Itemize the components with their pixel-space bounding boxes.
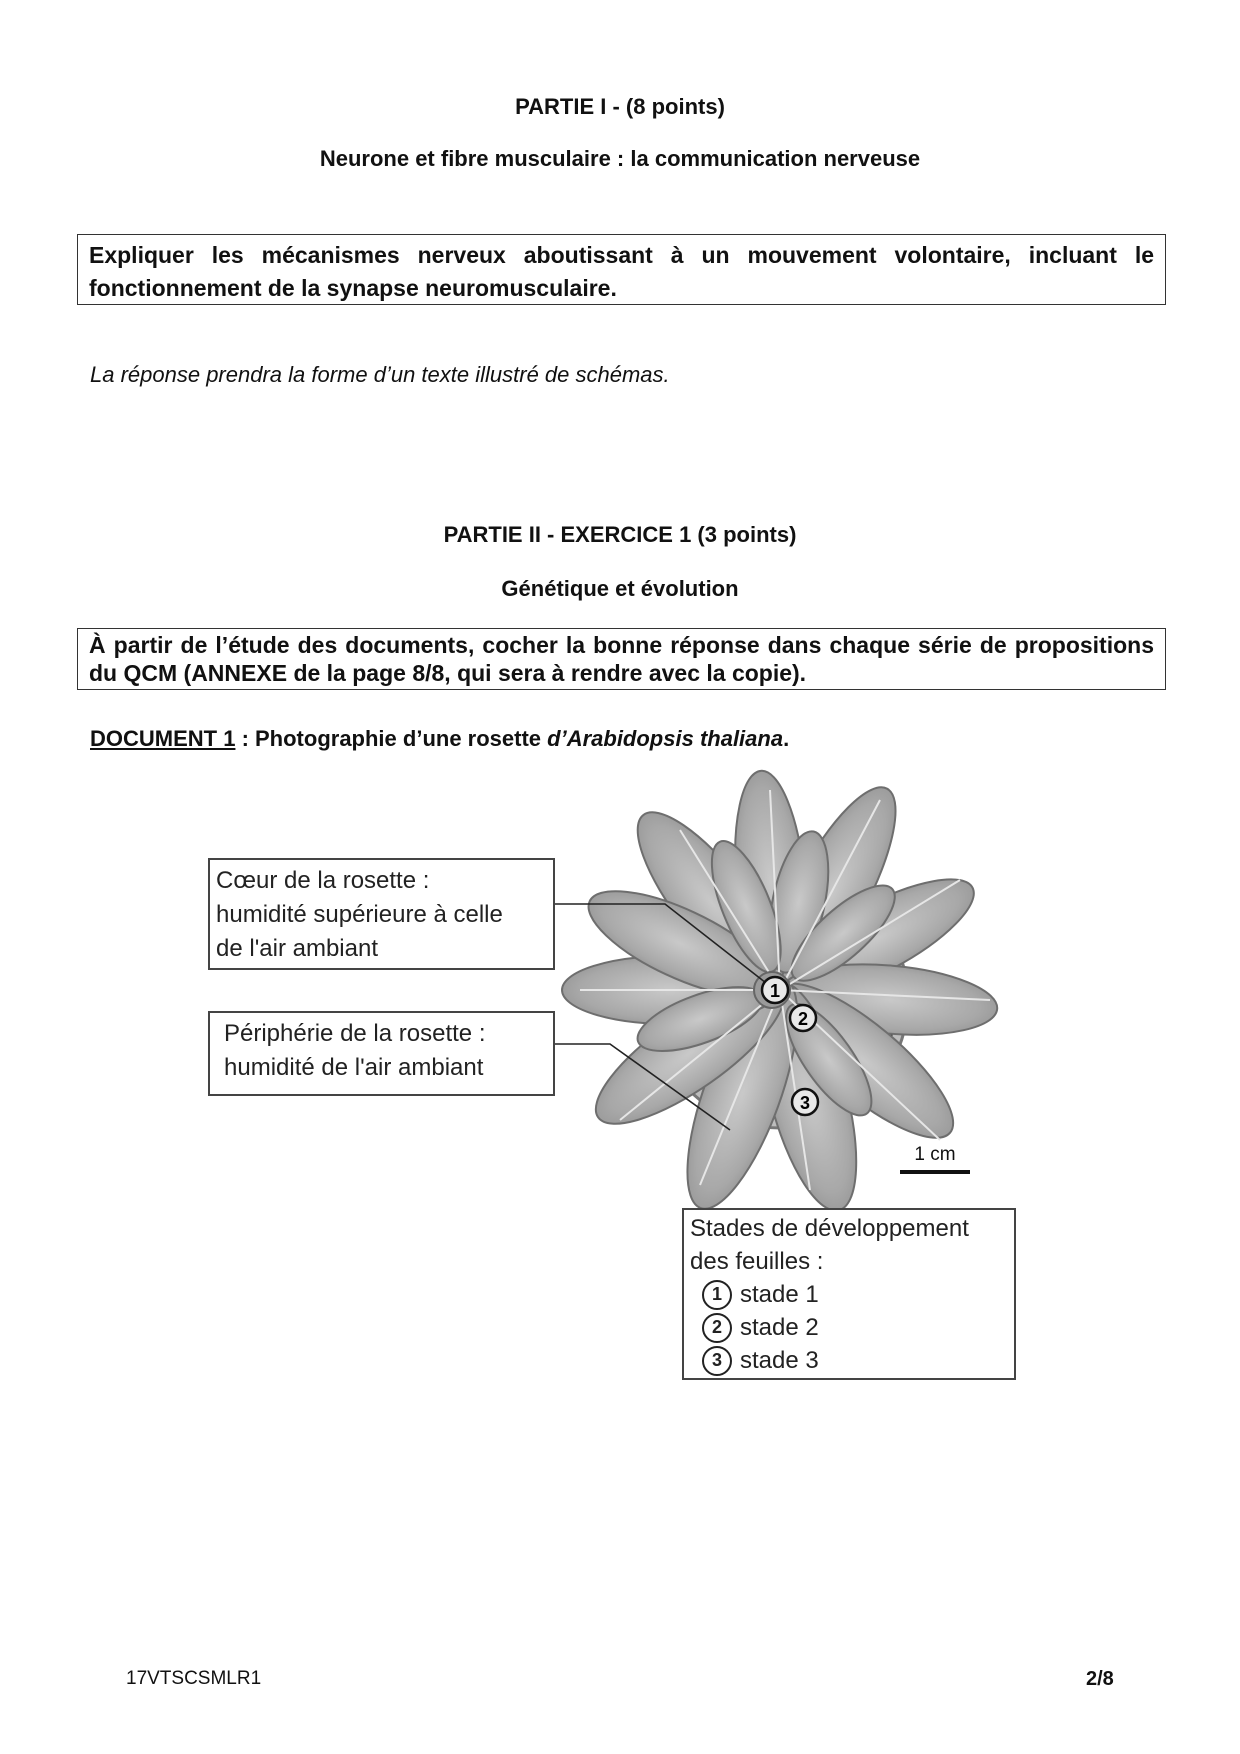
legend-item-1 <box>702 1278 1008 1311</box>
partie1-task: Expliquer les mécanismes nerveux aboutissant à un mouvement volontaire, incluant le fonctionnement de la synapse neuromusculaire. <box>89 242 1154 301</box>
marker-3 <box>792 1089 818 1115</box>
legend-title-line-1: Stades de développement <box>690 1215 969 1242</box>
partie1-instruction: La réponse prendra la forme d’un texte illustré de schémas. <box>90 362 670 387</box>
legend-title-line-2: des feuilles : <box>690 1248 824 1275</box>
partie2-task: À partir de l’étude des documents, cocher la bonne réponse dans chaque série de propositions du QCM (ANNEXE de la page 8/8, qui sera à rendre avec la copie). <box>89 632 1154 686</box>
footer-code: 17VTSCSMLR1 <box>126 1668 262 1689</box>
legend-item-1-label: stade 1 <box>740 1281 819 1308</box>
legend-item-2-num: 2 <box>702 1313 732 1343</box>
callout-coeur-line-2: humidité supérieure à celle <box>216 901 503 928</box>
marker-2-label: 2 <box>797 1009 809 1029</box>
legend-item-2-label: stade 2 <box>740 1314 819 1341</box>
partie2-subtitle: Génétique et évolution <box>501 576 739 601</box>
callout-peripherie <box>208 1011 555 1096</box>
document1-label: DOCUMENT 1 <box>90 726 236 751</box>
legend-item-3 <box>702 1344 1008 1377</box>
document1-title-sep: : Photographie d’une rosette <box>235 726 548 751</box>
callout-coeur-line-3: de l'air ambiant <box>216 935 378 962</box>
document1-title-end: . <box>783 726 790 751</box>
marker-3-label: 3 <box>799 1093 811 1113</box>
marker-1 <box>762 977 788 1003</box>
legend-item-3-num: 3 <box>702 1346 732 1376</box>
partie2-heading: PARTIE II - EXERCICE 1 (3 points) <box>443 522 797 547</box>
marker-2 <box>790 1005 816 1031</box>
partie1-subtitle: Neurone et fibre musculaire : la communication nerveuse <box>319 146 921 171</box>
legend-box <box>682 1208 1016 1380</box>
marker-1-label: 1 <box>769 981 781 1001</box>
callout-peripherie-line-2: humidité de l'air ambiant <box>224 1054 484 1081</box>
legend-item-2 <box>702 1311 1008 1344</box>
legend-item-3-label: stade 3 <box>740 1347 819 1374</box>
document1-species: d’Arabidopsis thaliana <box>547 726 784 751</box>
callout-coeur-line-1: Cœur de la rosette : <box>216 867 430 894</box>
legend-item-1-num: 1 <box>702 1280 732 1310</box>
partie1-heading: PARTIE I - (8 points) <box>515 94 725 119</box>
scale-bar-label: 1 cm <box>914 1144 956 1165</box>
callout-coeur <box>208 858 555 970</box>
footer-page: 2/8 <box>1086 1668 1114 1690</box>
callout-peripherie-line-1: Périphérie de la rosette : <box>224 1020 486 1047</box>
